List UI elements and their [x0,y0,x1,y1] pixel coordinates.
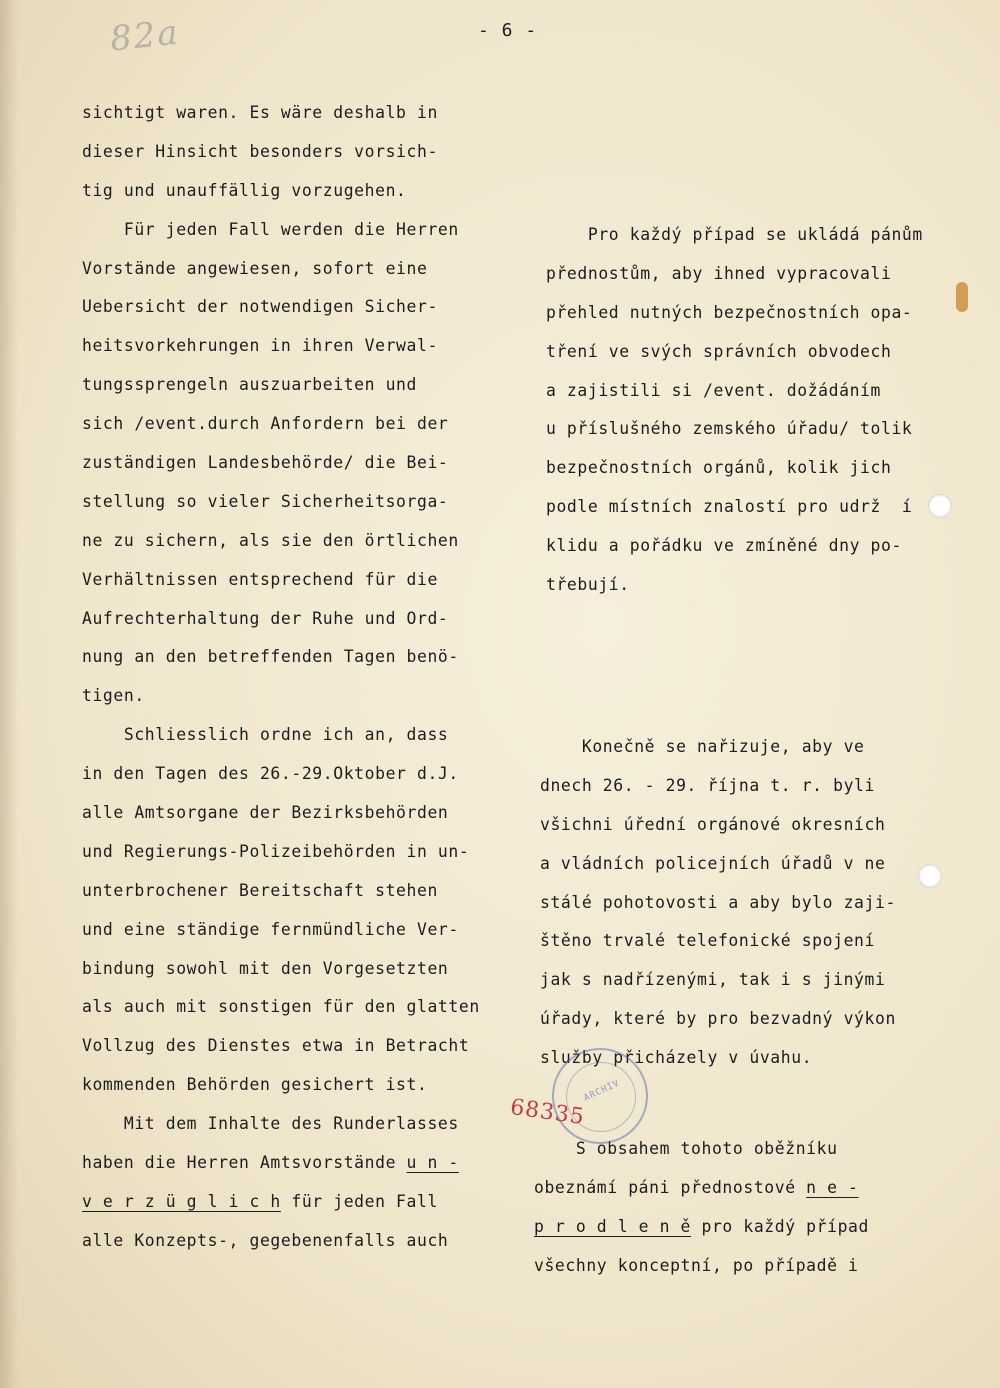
text-line: kommenden Behörden gesichert ist. [82,1075,428,1095]
text-line: a vládních policejních úřadů v ne [540,853,886,873]
text-line: als auch mit sonstigen für den glatten [82,997,480,1017]
text-line: a zajistili si /event. dožádáním [546,380,881,400]
page-number: - 6 - [478,20,538,41]
text-line [82,1183,527,1222]
text-segment: haben die Herren Amtsvorstände [82,1153,407,1173]
text-line: bezpečnostních orgánů, kolik jich [546,458,892,478]
text-line: služby přicházely v úvahu. [540,1048,813,1068]
text-line: in den Tagen des 26.-29.Oktober d.J. [82,764,459,784]
reference-number: 68335 [508,1094,587,1131]
stamp-text: ARCHIV [582,1078,622,1104]
text-line: tigen. [82,686,145,706]
text-line: nung an den betreffenden Tagen benö- [82,647,459,667]
text-line: Aufrechterhaltung der Ruhe und Ord- [82,608,449,628]
text-line: Konečně se nařizuje, aby ve [540,737,865,756]
text-line: jak s nadřízenými, tak i s jinými [540,970,886,990]
text-line: podle místních znalostí pro udrž í [546,497,913,517]
text-line: bindung sowohl mit den Vorgesetzten [82,958,449,978]
text-line: Schliesslich ordne ich an, dass [82,725,449,745]
text-line: sichtigt waren. Es wäre deshalb in [82,103,438,122]
text-line: přehled nutných bezpečnostních opa- [546,302,913,322]
text-line: tření ve svých správních obvodech [546,341,892,361]
text-line: klidu a pořádku ve zmíněné dny po- [546,536,902,556]
czech-text-block-3 [534,1130,974,1286]
text-line: alle Konzepts-, gegebenenfalls auch [82,1230,449,1250]
text-line [534,1169,974,1208]
czech-text-block-1 [546,216,986,605]
text-line: třebují. [546,575,630,595]
czech-text-block-2 [540,728,980,1078]
text-segment: obeznámí páni přednostové [534,1177,807,1197]
text-line: und eine ständige fernmündliche Ver- [82,919,459,939]
text-line: u příslušného zemského úřadu/ tolik [546,419,913,439]
text-line [534,1208,974,1247]
text-line: dieser Hinsicht besonders vorsich- [82,141,438,161]
text-line: und Regierungs-Polizeibehörden in un- [82,841,470,861]
text-line: Vollzug des Dienstes etwa in Betracht [82,1036,470,1056]
emphasis-spaced: n e - [806,1177,859,1197]
emphasis-spaced: u n - [406,1153,459,1173]
text-line: všechny konceptní, po případě i [534,1255,859,1275]
text-line: stellung so vieler Sicherheitsorga- [82,491,449,511]
text-line: štěno trvalé telefonické spojení [540,931,875,951]
text-line: Pro každý případ se ukládá pánům [546,225,923,244]
handwritten-note: 82a [108,12,182,60]
german-text-column [82,94,527,1261]
page-edge-shadow [0,0,18,1388]
rust-stain [956,282,968,312]
text-line: S obsahem tohoto oběžníku [534,1139,838,1158]
text-line: všichni úřední orgánové okresních [540,814,886,834]
text-line: tig und unauffällig vorzugehen. [82,180,407,200]
text-line: sich /event.durch Anfordern bei der [82,414,449,434]
text-line: úřady, které by pro bezvadný výkon [540,1009,896,1029]
text-line: přednostům, aby ihned vypracovali [546,263,892,283]
text-segment: für jeden Fall [280,1191,438,1211]
emphasis-spaced: p r o d l e n ě [534,1216,692,1236]
punch-hole [928,494,952,518]
punch-hole [918,864,942,888]
text-line: Uebersicht der notwendigen Sicher- [82,297,438,317]
text-line: dnech 26. - 29. října t. r. byli [540,775,875,795]
text-line: unterbrochener Bereitschaft stehen [82,880,438,900]
text-line: Für jeden Fall werden die Herren [82,219,459,239]
text-segment: pro každý případ [691,1216,869,1236]
text-line: Verhältnissen entsprechend für die [82,569,438,589]
text-line: zuständigen Landesbehörde/ die Bei- [82,453,449,473]
archive-stamp [552,1048,648,1144]
text-line: ne zu sichern, als sie den örtlichen [82,530,459,550]
emphasis-spaced: v e r z ü g l i c h [82,1191,281,1211]
text-line: tungssprengeln auszuarbeiten und [82,375,417,395]
text-line: Vorstände angewiesen, sofort eine [82,258,428,278]
text-line: alle Amtsorgane der Bezirksbehörden [82,803,449,823]
text-line [82,1144,527,1183]
text-line: heitsvorkehrungen in ihren Verwal- [82,336,438,356]
text-line: Mit dem Inhalte des Runderlasses [82,1114,459,1134]
text-line: stálé pohotovosti a aby bylo zaji- [540,892,896,912]
